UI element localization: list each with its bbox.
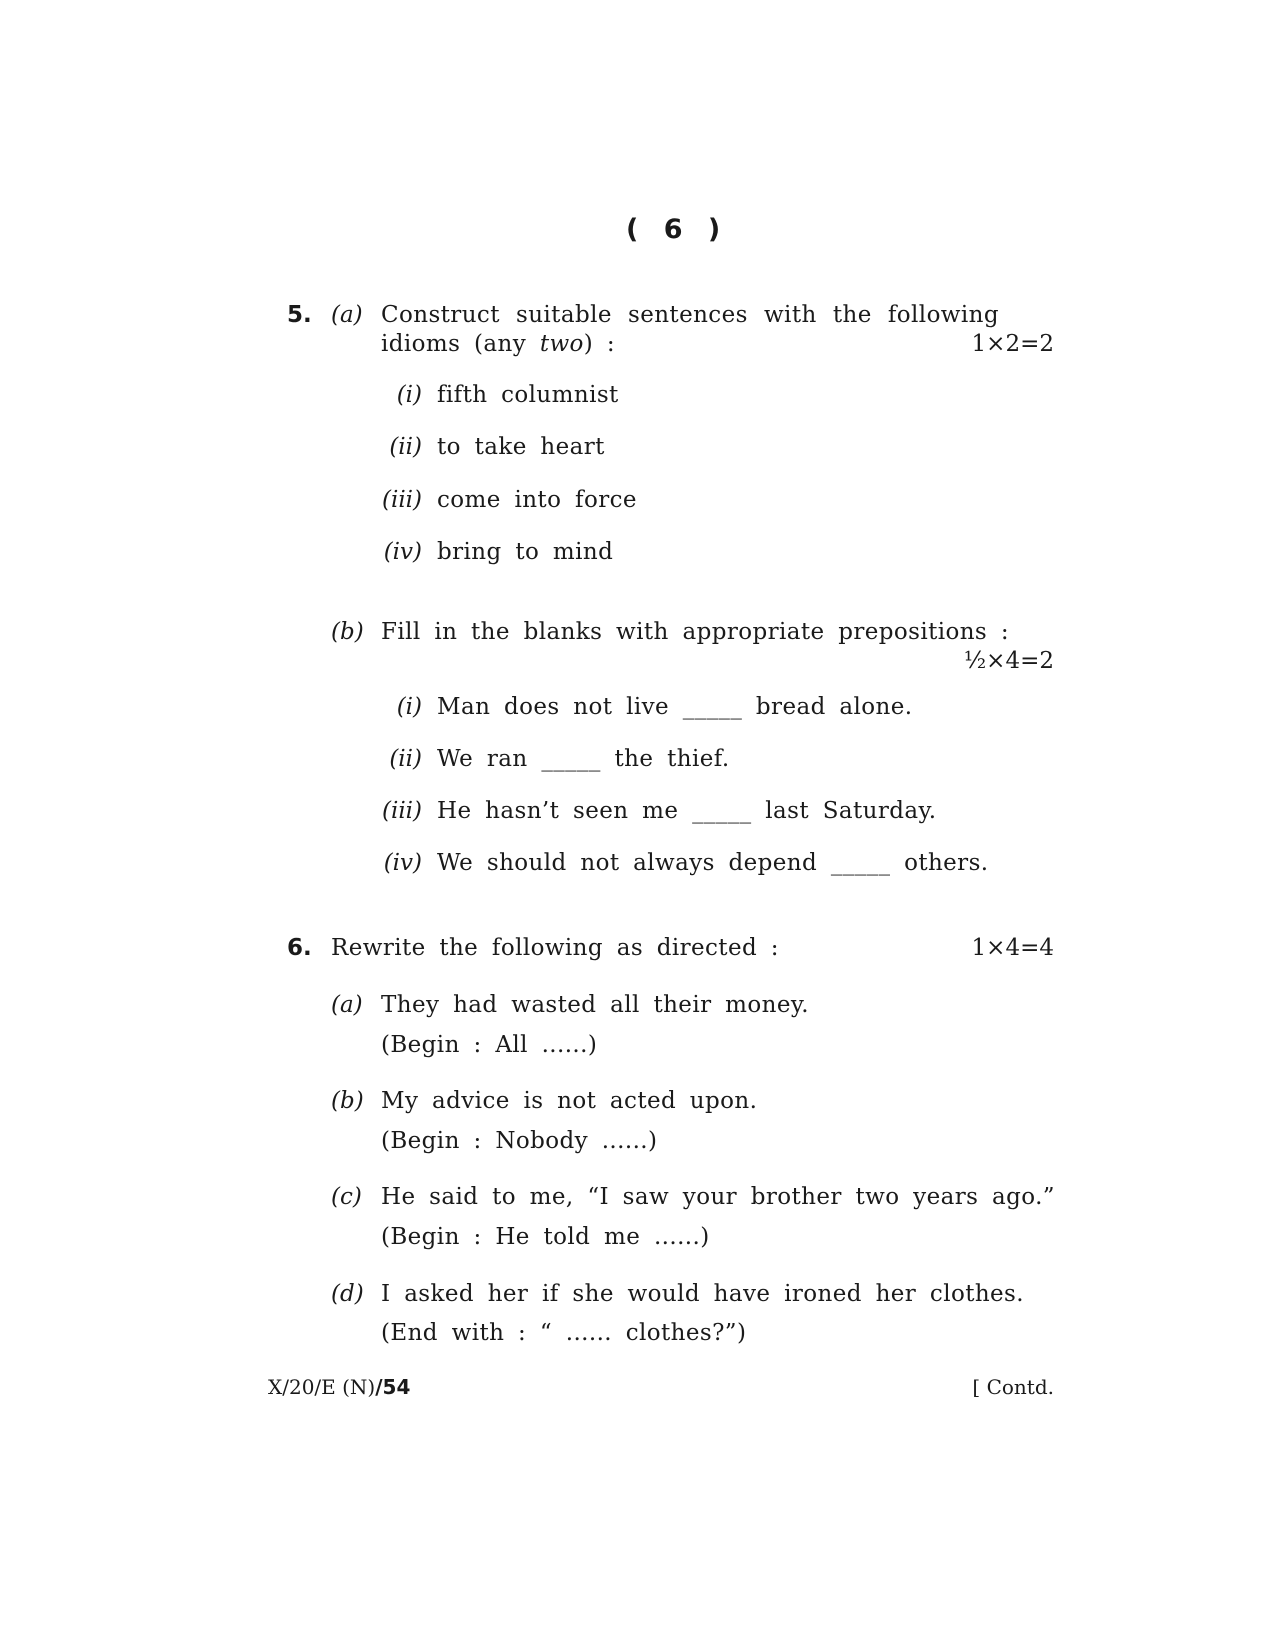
q5b-item-text: We ran _____ the thief.: [437, 746, 730, 772]
q5a-instruction-line2: [381, 331, 615, 357]
q5a-item-text: fifth columnist: [437, 382, 619, 408]
q6-item-label: (b): [331, 1088, 364, 1114]
paper-code-number: /54: [375, 1375, 411, 1399]
q6-marks: 1×4=4: [971, 935, 1054, 961]
q5b-marks: ½×4=2: [963, 648, 1054, 674]
q6-item-hint: (Begin : He told me ......): [381, 1224, 710, 1250]
q5a-line2-italic: two: [539, 331, 584, 357]
q5b-item-text: Man does not live _____ bread alone.: [437, 694, 913, 720]
q5a-item-text: bring to mind: [437, 539, 614, 565]
continued-marker: [ Contd.: [972, 1375, 1054, 1399]
q6-item-text: He said to me, “I saw your brother two years ago.”: [381, 1184, 1055, 1210]
q6-item-hint: (End with : “ ...... clothes?”): [381, 1320, 747, 1346]
q5b-item-text: He hasn’t seen me _____ last Saturday.: [437, 798, 937, 824]
question-6-number: 6.: [287, 935, 312, 961]
q5b-label: (b): [331, 619, 364, 645]
q5a-item-text: to take heart: [437, 434, 605, 460]
q6-item-label: (c): [331, 1184, 362, 1210]
q6-item-label: (d): [331, 1281, 364, 1307]
q5b-item-text: We should not always depend _____ others.: [437, 850, 989, 876]
q5a-item-label: (iii): [381, 487, 422, 513]
question-5-number: 5.: [287, 302, 312, 328]
q5a-item-label: (i): [396, 382, 422, 408]
q6-item-label: (a): [331, 992, 363, 1018]
q5b-item-label: (i): [396, 694, 422, 720]
q6-item-hint: (Begin : All ......): [381, 1032, 598, 1058]
q6-item-text: They had wasted all their money.: [381, 992, 809, 1018]
paper-code-prefix: X/20/E (N): [268, 1375, 376, 1399]
q5a-line2-post: ) :: [583, 331, 616, 357]
q5a-label: (a): [331, 302, 363, 328]
q5a-instruction-line1: Construct suitable sentences with the following: [381, 302, 999, 328]
page-number: ( 6 ): [626, 214, 729, 245]
q5b-instruction: Fill in the blanks with appropriate prepositions :: [381, 619, 1009, 645]
paper-code: [268, 1375, 410, 1399]
q6-item-hint: (Begin : Nobody ......): [381, 1128, 658, 1154]
q6-item-text: My advice is not acted upon.: [381, 1088, 758, 1114]
q5b-item-label: (iii): [381, 798, 422, 824]
q5a-item-label: (iv): [383, 539, 422, 565]
q5b-item-label: (iv): [383, 850, 422, 876]
q5b-item-label: (ii): [389, 746, 422, 772]
q6-item-text: I asked her if she would have ironed her clothes.: [381, 1281, 1024, 1307]
q5a-line2-pre: idioms (any: [381, 331, 540, 357]
q5a-item-text: come into force: [437, 487, 637, 513]
q5a-marks: 1×2=2: [971, 331, 1054, 357]
q6-instruction: Rewrite the following as directed :: [331, 935, 779, 961]
q5a-item-label: (ii): [389, 434, 422, 460]
